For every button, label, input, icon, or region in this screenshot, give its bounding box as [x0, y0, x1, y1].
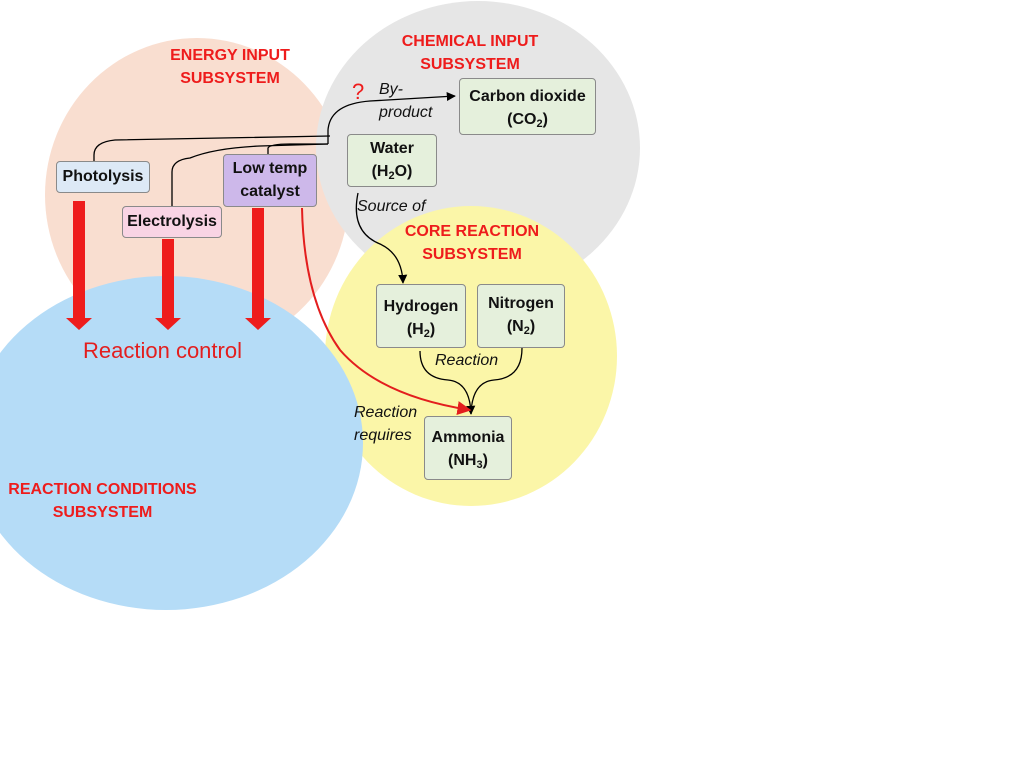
co2-formula-subscript: 2 [536, 118, 543, 130]
unknown-byproduct-mark: ? [352, 79, 365, 104]
nitrogen-box [477, 284, 565, 348]
energy-title-line2: SUBSYSTEM [180, 70, 280, 87]
nitrogen-formula-subscript: 2 [523, 325, 530, 337]
ammonia-formula-suffix: ) [482, 452, 488, 469]
co2-formula-prefix: (CO [507, 111, 537, 128]
ammonia-label: Ammonia [431, 429, 505, 446]
catalyst-label-line2: catalyst [240, 183, 300, 200]
ammonia-formula-prefix: (NH [448, 452, 477, 469]
ammonia-formula-subscript: 3 [476, 459, 483, 471]
water-formula-suffix: O) [394, 163, 413, 180]
energy-input-title [150, 44, 310, 90]
carbon-dioxide-formula [460, 108, 595, 136]
water-formula [348, 160, 436, 188]
source-of-label: Source of [357, 198, 426, 215]
byproduct-label-line2: product [379, 104, 433, 121]
reaction-requires-line2: requires [354, 427, 412, 444]
hydrogen-formula-subscript: 2 [423, 328, 430, 340]
reaction-conditions-title [0, 478, 205, 524]
water-formula-prefix: (H [371, 163, 389, 180]
hydrogen-formula [377, 318, 465, 346]
conditions-title-line2: SUBSYSTEM [52, 504, 153, 521]
hydrogen-label: Hydrogen [383, 298, 459, 315]
electrolysis-box [122, 206, 222, 238]
byproduct-label-line1: By- [379, 81, 403, 98]
catalyst-label-line1: Low temp [232, 160, 308, 177]
carbon-dioxide-label: Carbon dioxide [469, 88, 586, 105]
reaction-label: Reaction [435, 352, 499, 369]
co2-formula-suffix: ) [542, 111, 548, 128]
nitrogen-label: Nitrogen [488, 295, 554, 312]
reaction-requires-line1: Reaction [354, 404, 418, 421]
photolysis-label: Photolysis [62, 168, 144, 185]
electrolysis-label: Electrolysis [127, 213, 217, 230]
chemical-title-line2: SUBSYSTEM [420, 56, 520, 73]
core-title-line2: SUBSYSTEM [422, 246, 522, 263]
water-label: Water [370, 140, 414, 157]
low-temp-catalyst-box [223, 154, 317, 207]
nitrogen-formula-suffix: ) [529, 318, 536, 335]
hydrogen-formula-prefix: (H [406, 321, 424, 338]
ammonia-box [424, 416, 512, 480]
nitrogen-formula-prefix: (N [506, 318, 524, 335]
ammonia-formula [425, 449, 511, 477]
energy-title-line1: ENERGY INPUT [170, 47, 290, 64]
carbon-dioxide-box [459, 78, 596, 135]
core-reaction-title [392, 220, 552, 266]
reaction-conditions-circle [0, 276, 363, 610]
core-title-line1: CORE REACTION [404, 223, 540, 240]
conditions-title-line1: REACTION CONDITIONS [8, 481, 197, 498]
chemical-input-title [390, 30, 550, 76]
hydrogen-formula-suffix: ) [429, 321, 436, 338]
nitrogen-formula [478, 315, 564, 343]
photolysis-box [56, 161, 150, 193]
chemical-title-line1: CHEMICAL INPUT [401, 33, 539, 50]
water-formula-subscript: 2 [388, 170, 395, 182]
water-box [347, 134, 437, 187]
hydrogen-box [376, 284, 466, 348]
reaction-control-label: Reaction control [83, 338, 242, 363]
